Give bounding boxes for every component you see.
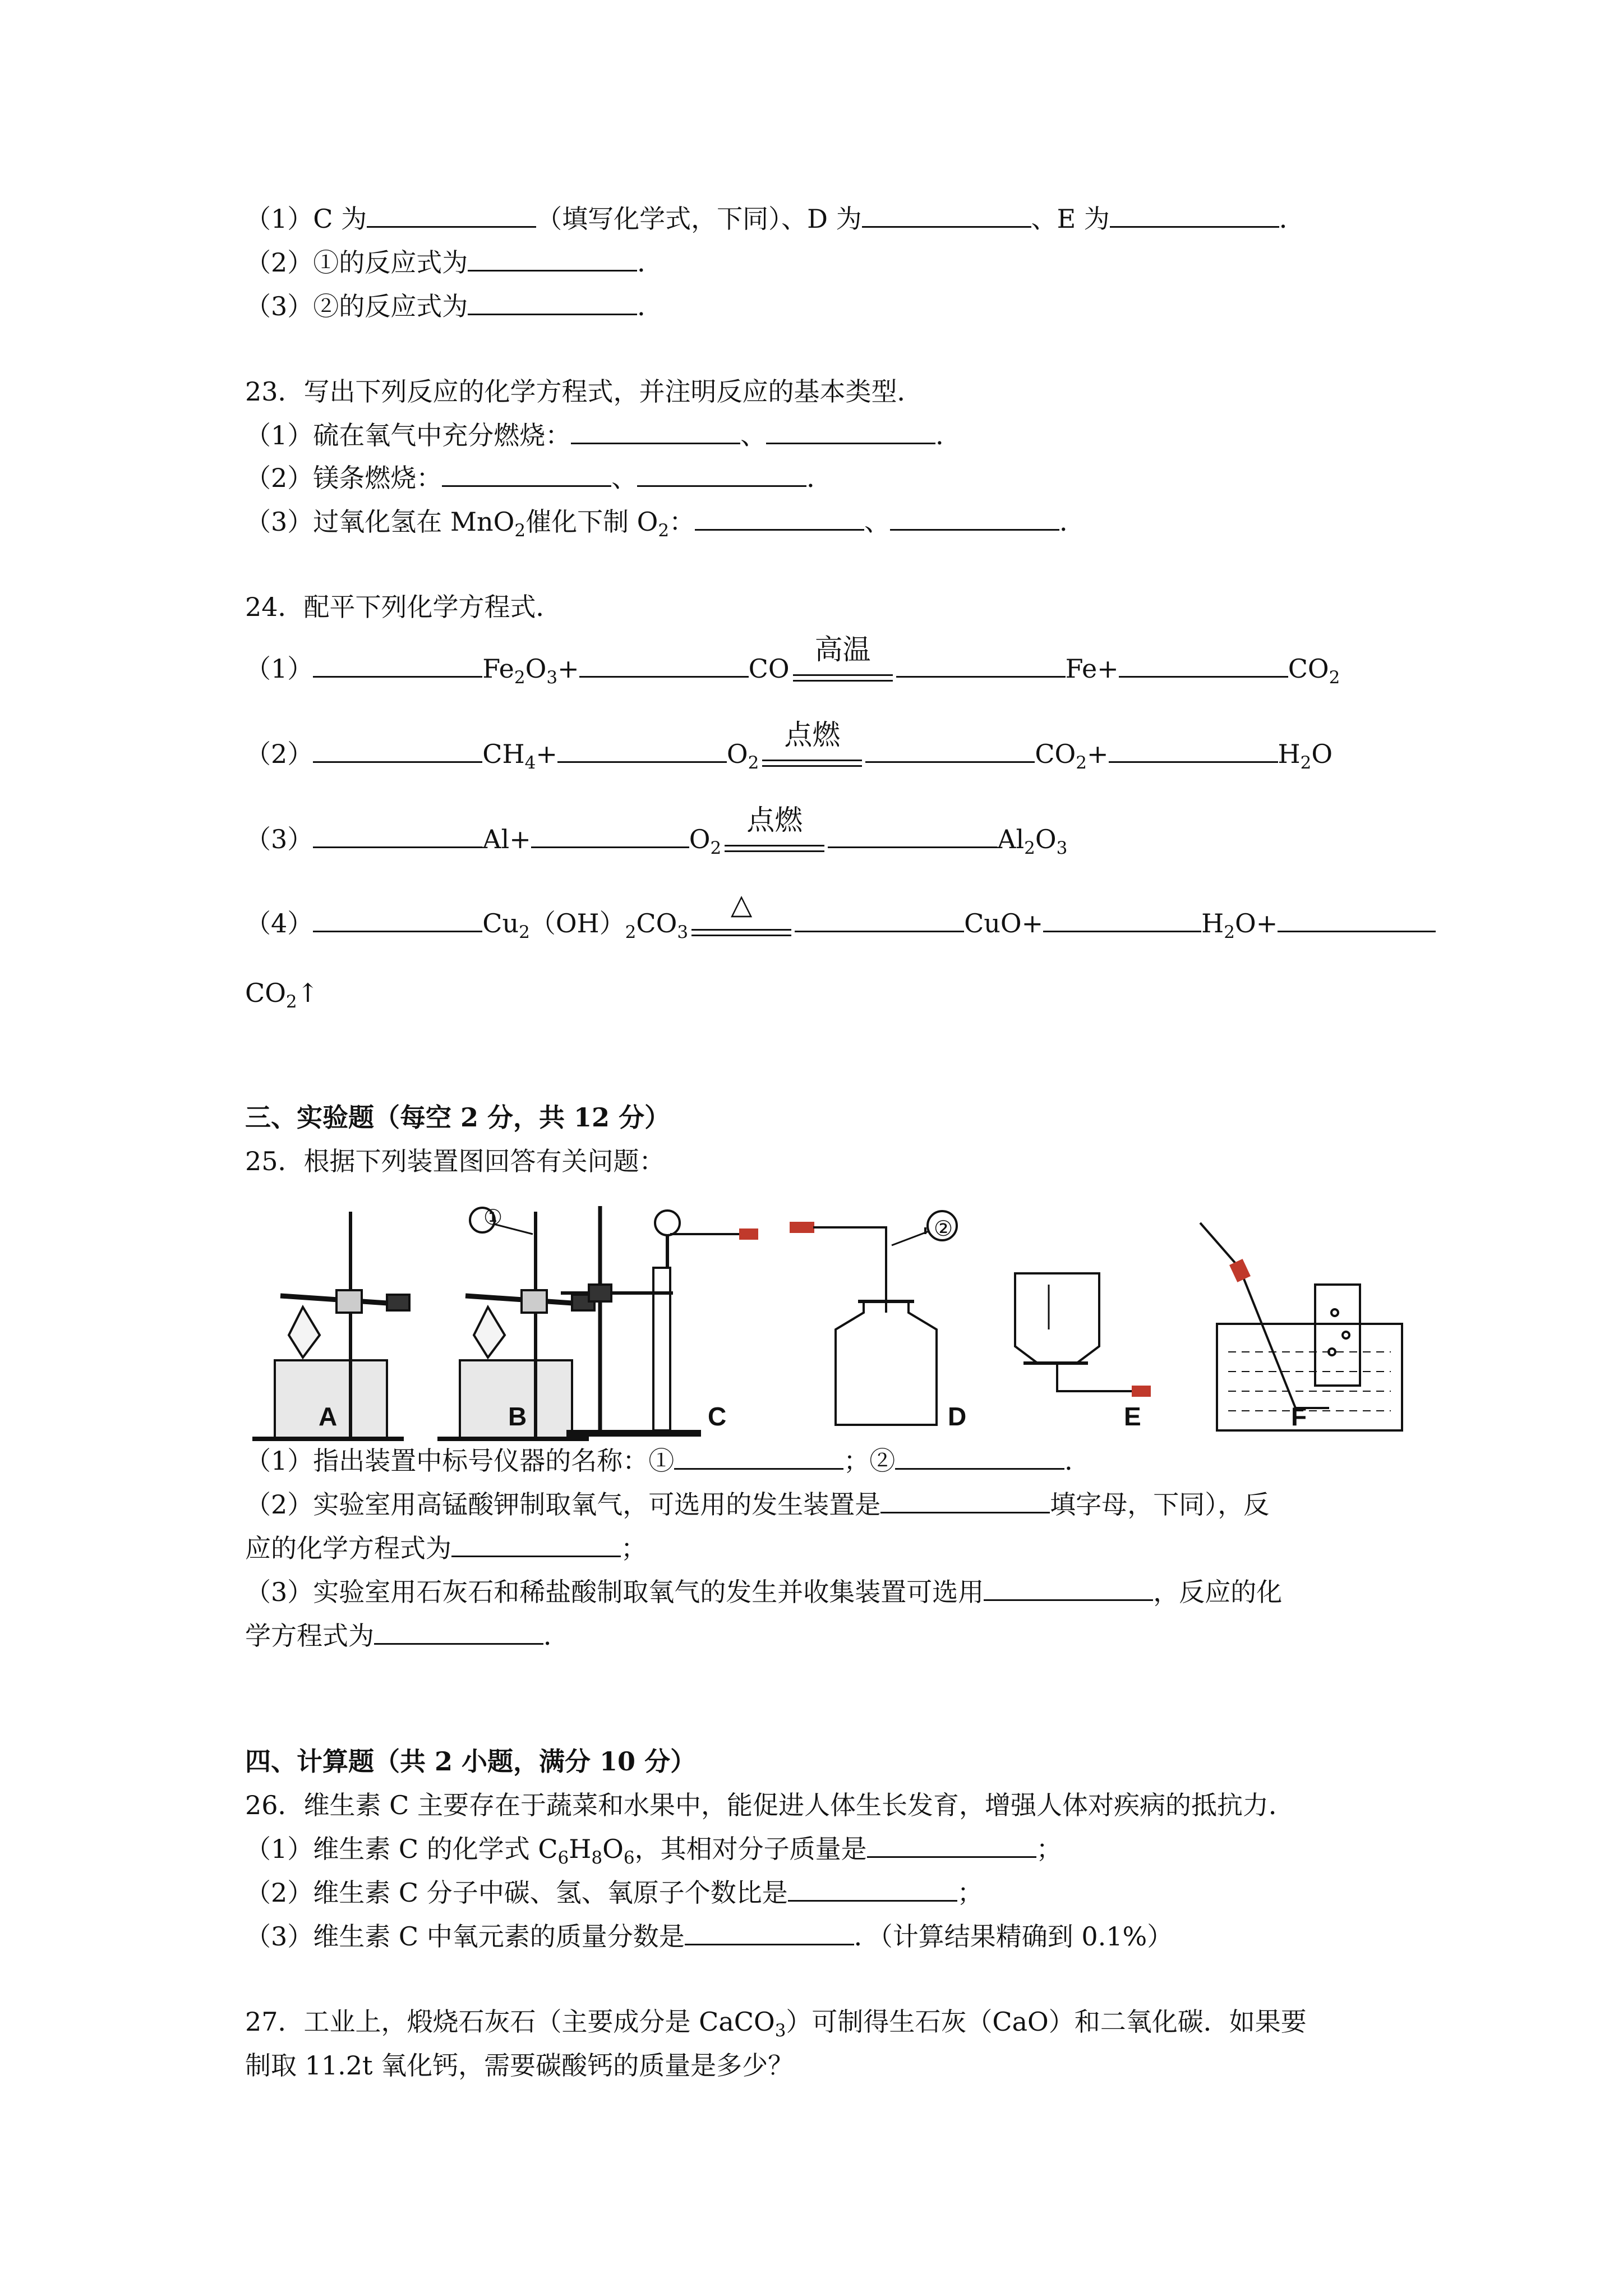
apparatus-label-c: C <box>708 1402 727 1431</box>
answer-blank[interactable] <box>531 824 689 848</box>
answer-blank[interactable] <box>468 291 637 315</box>
answer-blank[interactable] <box>571 420 740 444</box>
q25-line-3: （3）实验室用石灰石和稀盐酸制取氧气的发生并收集装置可选用 ，反应的化 <box>245 1577 1283 1607</box>
q22-line-1: （1）C 为 （填写化学式，下同）、D 为 、E 为 ． <box>245 204 1305 234</box>
answer-blank[interactable] <box>313 908 482 932</box>
q23-line-1: （1）硫在氧气中充分燃烧： 、 ． <box>245 420 962 450</box>
q26-line-2: （2）维生素 C 分子中碳、氢、氧原子个数比是 ； <box>245 1878 983 1908</box>
q24-title: 24．配平下列化学方程式． <box>245 592 562 622</box>
apparatus-label-f: F <box>1291 1402 1307 1431</box>
marker-2: ② <box>934 1216 953 1241</box>
q22-line-3: （3）②的反应式为 ． <box>245 291 663 321</box>
answer-blank[interactable] <box>1278 908 1436 932</box>
q23-line-3: （3）过氧化氢在 MnO$_2$催化下制 $O_2$： 、 ． <box>245 507 1086 541</box>
apparatus-d <box>791 1211 957 1425</box>
answer-blank[interactable] <box>1043 908 1201 932</box>
apparatus-e <box>1015 1273 1150 1396</box>
q24-eq-1: （1） $Fe_2O_3+$ CO 高温 $Fe+ CO_2$ <box>245 633 1340 688</box>
apparatus-label-e: E <box>1124 1402 1141 1431</box>
answer-blank[interactable] <box>313 739 482 763</box>
answer-blank[interactable] <box>795 908 964 932</box>
section-3-title: 三、实验题（每空 2 分，共 12 分） <box>245 1102 671 1133</box>
answer-blank[interactable] <box>695 507 864 531</box>
answer-blank[interactable] <box>880 1489 1050 1513</box>
answer-blank[interactable] <box>896 654 1066 678</box>
condition-heat: △ <box>688 907 795 940</box>
answer-blank[interactable] <box>468 247 637 272</box>
answer-blank[interactable] <box>890 507 1059 531</box>
answer-blank[interactable] <box>1110 204 1279 228</box>
q25-line-2: （2）实验室用高锰酸钾制取氧气，可选用的发生装置是 填字母，下同），反 <box>245 1489 1270 1520</box>
answer-blank[interactable] <box>442 463 611 487</box>
answer-blank[interactable] <box>374 1621 543 1645</box>
answer-blank[interactable] <box>862 204 1031 228</box>
q26-line-3: （3）维生素 C 中氧元素的质量分数是 ．（计算结果精确到 0.1%） <box>245 1921 1173 1952</box>
answer-blank[interactable] <box>1119 654 1288 678</box>
apparatus-figure <box>241 1200 1623 1458</box>
q24-eq-4-cont: $CO_2↑$ <box>245 978 319 1012</box>
q25-line-3-cont: 学方程式为 ． <box>245 1621 569 1651</box>
condition-ignite: 点燃 <box>721 822 828 856</box>
condition-ignite: 点燃 <box>759 737 865 771</box>
answer-blank[interactable] <box>579 654 749 678</box>
q26-title: 26．维生素 C 主要存在于蔬菜和水果中，能促进人体生长发育，增强人体对疾病的抵抗力． <box>245 1790 1294 1820</box>
apparatus-label-a: A <box>319 1402 338 1431</box>
answer-blank[interactable] <box>674 1446 843 1470</box>
apparatus-c <box>561 1206 757 1433</box>
answer-blank[interactable] <box>867 1834 1036 1858</box>
q26-line-1: （1）维生素 C 的化学式 $C_6H_8O_6$，其相对分子质量是 ； <box>245 1834 1062 1868</box>
answer-blank[interactable] <box>766 420 935 444</box>
answer-blank[interactable] <box>637 463 806 487</box>
answer-blank[interactable] <box>451 1533 621 1557</box>
answer-blank[interactable] <box>788 1878 957 1902</box>
q23-line-2: （2）镁条燃烧： 、 ． <box>245 463 833 493</box>
answer-blank[interactable] <box>895 1446 1064 1470</box>
apparatus-f <box>1200 1223 1402 1430</box>
section-4-title: 四、计算题（共 2 小题，满分 10 分） <box>245 1746 697 1777</box>
q22-line-2: （2）①的反应式为 ． <box>245 247 663 278</box>
q23-title: 23．写出下列反应的化学方程式，并注明反应的基本类型． <box>245 376 923 407</box>
q25-title: 25．根据下列装置图回答有关问题： <box>245 1146 665 1176</box>
q27-line-2: 制取 11.2t 氧化钙，需要碳酸钙的质量是多少？ <box>245 2050 794 2081</box>
answer-blank[interactable] <box>1109 739 1278 763</box>
answer-blank[interactable] <box>367 204 536 228</box>
apparatus-label-d: D <box>948 1402 967 1431</box>
q24-eq-3: （3） $Al+ O_2$ 点燃 $Al_2O_3$ <box>245 804 1068 858</box>
q24-eq-4: （4） $Cu_2(OH)_2CO_3$ △ $CuO+ H_2O+$ <box>245 907 1436 940</box>
answer-blank[interactable] <box>313 824 482 848</box>
apparatus-label-b: B <box>508 1402 527 1431</box>
q25-line-1: （1）指出装置中标号仪器的名称：① ；② ． <box>245 1446 1091 1476</box>
answer-blank[interactable] <box>865 739 1035 763</box>
answer-blank[interactable] <box>557 739 727 763</box>
q24-eq-2: （2） $CH_4+ O_2$ 点燃 $CO_2+ H_2O$ <box>245 719 1333 773</box>
q25-line-2-cont: 应的化学方程式为 ； <box>245 1533 647 1563</box>
answer-blank[interactable] <box>984 1577 1153 1601</box>
answer-blank[interactable] <box>685 1921 854 1945</box>
q27-line-1: 27．工业上，煅烧石灰石（主要成分是 CaCO$_3$）可制得生石灰（CaO）和二氧化碳．如果要 <box>245 2007 1307 2041</box>
condition-high-temp: 高温 <box>790 652 896 685</box>
answer-blank[interactable] <box>313 654 482 678</box>
answer-blank[interactable] <box>828 824 997 848</box>
marker-1: ① <box>483 1205 503 1230</box>
